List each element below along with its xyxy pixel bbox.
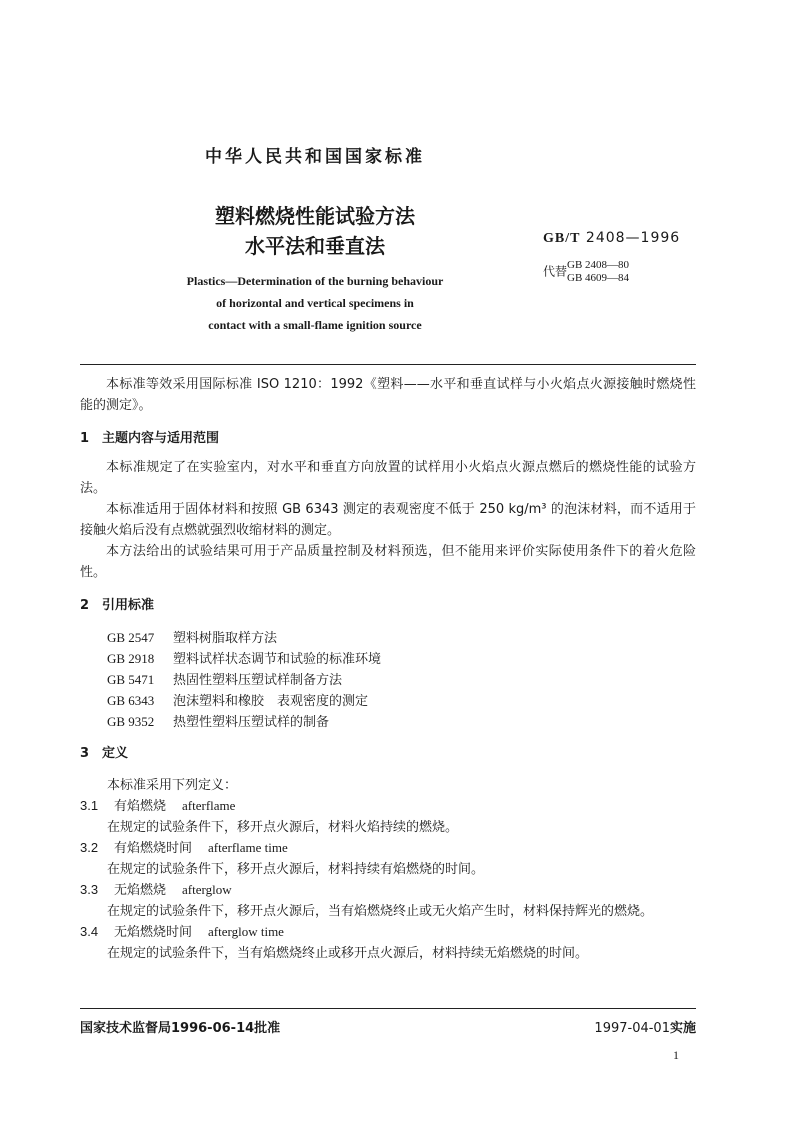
definition-number: 3.1 (80, 798, 99, 813)
definition-term-cn: 无焰燃烧 (114, 883, 167, 898)
definition-number: 3.2 (80, 840, 99, 855)
section-2-heading (80, 594, 154, 613)
document-title-line2: 水平法和垂直法 (245, 234, 385, 258)
national-standard-heading: 中华人民共和国国家标准 (205, 147, 425, 167)
reference-title: 热固性塑料压塑试样制备方法 (173, 673, 343, 688)
reference-item (107, 627, 277, 646)
reference-item (107, 711, 329, 730)
section-title: 主题内容与适用范围 (102, 431, 220, 446)
reference-code: GB 2547 (107, 630, 155, 645)
definition-term (80, 879, 232, 898)
english-title-line: contact with a small-flame ignition source (208, 318, 422, 332)
definition-term-cn: 无焰燃烧时间 (114, 925, 193, 940)
footer-divider (80, 1008, 696, 1009)
replaces-label: 代替 (543, 264, 568, 279)
section-number: 3 (80, 746, 90, 761)
section-title: 定义 (102, 746, 129, 761)
definition-text: 在规定的试验条件下，移开点火源后，材料持续有焰燃烧的时间。 (107, 862, 485, 877)
reference-title: 泡沫塑料和橡胶 表观密度的测定 (173, 694, 369, 709)
definition-text: 在规定的试验条件下，移开点火源后，材料火焰持续的燃烧。 (107, 820, 459, 835)
english-title-line: of horizontal and vertical specimens in (216, 296, 414, 310)
effective-line (594, 1017, 696, 1036)
definition-number: 3.3 (80, 882, 99, 897)
english-title (120, 270, 510, 336)
definition-number: 3.4 (80, 924, 99, 939)
definition-term-cn: 有焰燃烧时间 (114, 841, 193, 856)
section-1-paragraph: 本方法给出的试验结果可用于产品质量控制及材料预选，但不能用来评价实际使用条件下的着火危险性。 (80, 544, 696, 580)
replaced-standard: GB 4609—84 (567, 272, 630, 284)
effective-label: 实施 (669, 1021, 696, 1036)
reference-code: GB 2918 (107, 651, 155, 666)
standard-number (543, 230, 680, 247)
intro-paragraph: 本标准等效采用国际标准 ISO 1210：1992《塑料——水平和垂直试样与小火焰点火源接触时燃烧性能的测定》。 (80, 377, 696, 413)
reference-title: 塑料试样状态调节和试验的标准环境 (173, 652, 382, 667)
definitions-lead: 本标准采用下列定义： (107, 778, 238, 793)
document-title-line1: 塑料燃烧性能试验方法 (215, 204, 415, 228)
section-1-paragraph: 本标准规定了在实验室内，对水平和垂直方向放置的试样用小火焰点火源点燃后的燃烧性能的试验方法。 (80, 460, 696, 496)
definition-text: 在规定的试验条件下，移开点火源后，当有焰燃烧终止或无火焰产生时，材料保持辉光的燃烧。 (107, 904, 654, 919)
reference-code: GB 5471 (107, 672, 155, 687)
english-title-line: Plastics—Determination of the burning behaviour (186, 274, 444, 288)
reference-item (107, 690, 368, 709)
reference-item (107, 648, 381, 667)
replaced-standard: GB 2408—80 (567, 259, 630, 271)
definition-term (80, 795, 235, 814)
reference-title: 塑料树脂取样方法 (173, 631, 278, 646)
reference-item (107, 669, 342, 688)
definition-term (80, 921, 284, 940)
reference-code: GB 6343 (107, 693, 155, 708)
definition-term-en: afterflame time (208, 840, 288, 855)
definition-term-en: afterglow time (208, 924, 284, 939)
approval-line: 国家技术监督局1996-06-14批准 (80, 1021, 281, 1036)
section-1-heading (80, 427, 219, 446)
page-number: 1 (673, 1048, 679, 1062)
reference-title: 热塑性塑料压塑试样的制备 (173, 715, 330, 730)
section-1-paragraph: 本标准适用于固体材料和按照 GB 6343 测定的表观密度不低于 250 kg/m³ 的泡沫材料，而不适用于接触火焰后没有点燃就强烈收缩材料的测定。 (80, 502, 696, 538)
section-3-heading (80, 742, 128, 761)
definition-text: 在规定的试验条件下，当有焰燃烧终止或移开点火源后，材料持续无焰燃烧的时间。 (107, 946, 589, 961)
section-number: 2 (80, 598, 90, 613)
replaces-block (543, 259, 629, 285)
reference-code: GB 9352 (107, 714, 155, 729)
effective-date: 1997-04-01 (594, 1021, 670, 1036)
standard-number-value: 2408—1996 (585, 230, 681, 246)
header-divider (80, 364, 696, 365)
definition-term-en: afterflame (182, 798, 236, 813)
section-number: 1 (80, 431, 90, 446)
definition-term-en: afterglow (182, 882, 232, 897)
definition-term (80, 837, 288, 856)
section-title: 引用标准 (102, 598, 155, 613)
definition-term-cn: 有焰燃烧 (114, 799, 167, 814)
standard-prefix: GB/T (543, 231, 581, 246)
